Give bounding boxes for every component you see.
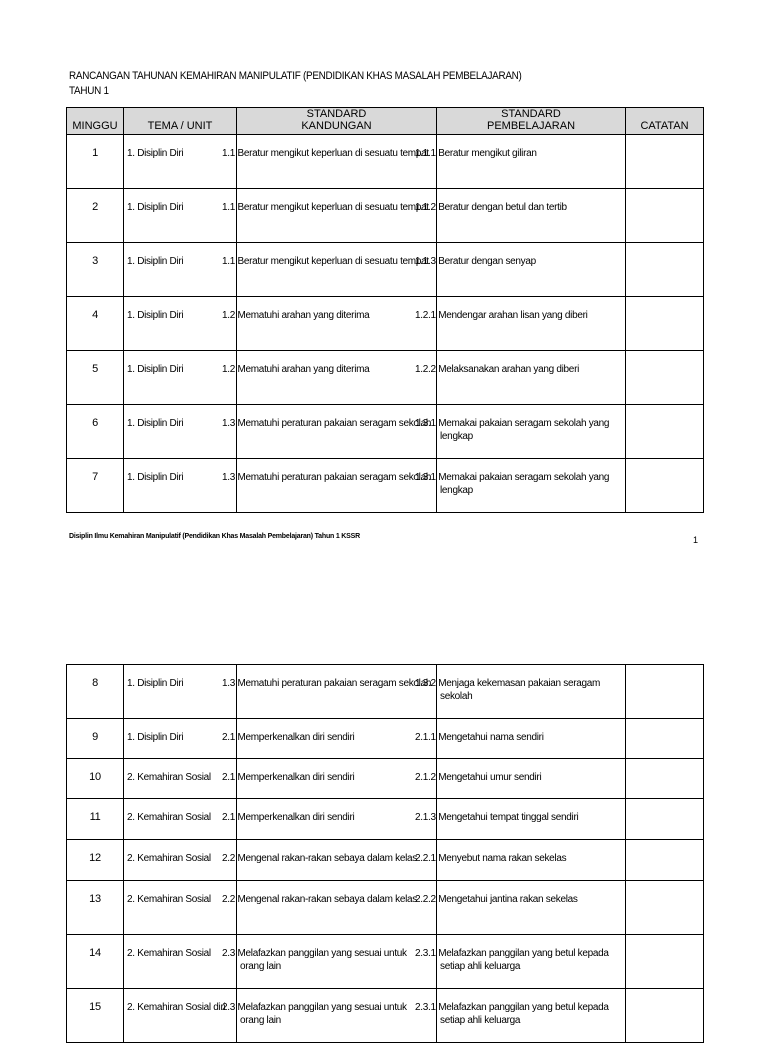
tema-cell-text: 1. Disiplin Diri xyxy=(127,148,184,159)
standard-kandungan-cell xyxy=(222,799,437,840)
standard-pembelajaran-cell-text: 1.1.1 Beratur mengikut giliran xyxy=(415,148,537,159)
standard-kandungan-cell xyxy=(222,989,437,1043)
standard-pembelajaran-cell xyxy=(415,351,626,405)
tema-cell xyxy=(124,459,237,513)
catatan-cell xyxy=(626,189,704,243)
table-header-row xyxy=(67,108,704,135)
plan-table-page-1 xyxy=(66,107,704,513)
standard-kandungan-cell-text: 2.1 Memperkenalkan diri sendiri xyxy=(222,732,355,743)
standard-kandungan-cell-text: 2.2 Mengenal rakan-rakan sebaya dalam kelas xyxy=(222,894,418,905)
week-cell-text: 3 xyxy=(92,255,98,267)
title-line-1: RANCANGAN TAHUNAN KEMAHIRAN MANIPULATIF (PENDIDIKAN KHAS MASALAH PEMBELAJARAN) xyxy=(69,70,522,82)
week-cell-text: 2 xyxy=(92,201,98,213)
standard-kandungan-cell xyxy=(222,297,437,351)
standard-kandungan-cell xyxy=(222,881,437,935)
standard-pembelajaran-cell-text: 2.2.2 Mengetahui jantina rakan sekelas xyxy=(415,894,578,905)
tema-cell xyxy=(124,759,237,799)
standard-pembelajaran-cell xyxy=(415,989,626,1043)
tema-cell xyxy=(124,189,237,243)
standard-pembelajaran-cell xyxy=(415,935,626,989)
title-line-2: TAHUN 1 xyxy=(69,85,109,97)
standard-kandungan-cell-text: 2.3 Melafazkan panggilan yang sesuai untuk orang lain xyxy=(222,948,407,972)
catatan-cell xyxy=(626,989,704,1043)
catatan-cell-text xyxy=(626,759,703,771)
catatan-cell-text xyxy=(626,840,703,852)
tema-cell-text: 1. Disiplin Diri xyxy=(127,202,184,213)
catatan-cell xyxy=(626,459,704,513)
table-row xyxy=(67,351,704,405)
catatan-cell-text xyxy=(626,459,703,471)
standard-kandungan-cell xyxy=(222,759,437,799)
standard-kandungan-cell xyxy=(222,135,437,189)
header-sk-line1: STANDARD xyxy=(306,108,367,120)
week-cell-text: 6 xyxy=(92,417,98,429)
standard-pembelajaran-cell-text: 1.1.3 Beratur dengan senyap xyxy=(415,256,536,267)
tema-cell xyxy=(124,799,237,840)
standard-pembelajaran-cell xyxy=(415,665,626,719)
week-cell xyxy=(67,759,124,799)
standard-pembelajaran-cell-text: 1.3.2 Menjaga kekemasan pakaian seragam sekolah xyxy=(415,678,601,702)
week-cell xyxy=(67,297,124,351)
catatan-cell-text xyxy=(626,351,703,363)
tema-cell xyxy=(124,243,237,297)
tema-cell xyxy=(124,935,237,989)
standard-pembelajaran-cell-text: 2.3.1 Melafazkan panggilan yang betul kepada setiap ahli keluarga xyxy=(415,948,609,972)
catatan-cell-text xyxy=(626,243,703,255)
header-sp-line1: STANDARD xyxy=(501,108,561,120)
tema-cell-text: 1. Disiplin Diri xyxy=(127,418,184,429)
standard-kandungan-cell xyxy=(222,405,437,459)
tema-cell xyxy=(124,135,237,189)
tema-cell-text: 2. Kemahiran Sosial diri xyxy=(127,1002,226,1013)
catatan-cell xyxy=(626,351,704,405)
catatan-cell xyxy=(626,665,704,719)
catatan-cell xyxy=(626,297,704,351)
standard-pembelajaran-cell xyxy=(415,297,626,351)
page-footer: Disiplin Ilmu Kemahiran Manipulatif (Pendidikan Khas Masalah Pembelajaran) Tahun 1 KSSR xyxy=(69,533,360,540)
week-cell xyxy=(67,935,124,989)
table-row xyxy=(67,405,704,459)
tema-cell-text: 1. Disiplin Diri xyxy=(127,310,184,321)
table-row xyxy=(67,840,704,881)
week-cell xyxy=(67,840,124,881)
catatan-cell xyxy=(626,135,704,189)
standard-kandungan-cell-text: 1.1 Beratur mengikut keperluan di sesuatu tempat xyxy=(222,202,429,213)
standard-kandungan-cell xyxy=(222,351,437,405)
week-cell-text: 8 xyxy=(92,677,98,689)
week-cell xyxy=(67,135,124,189)
tema-cell-text: 2. Kemahiran Sosial xyxy=(127,812,211,823)
tema-cell xyxy=(124,989,237,1043)
tema-cell xyxy=(124,297,237,351)
week-cell xyxy=(67,719,124,759)
standard-pembelajaran-cell xyxy=(415,719,626,759)
catatan-cell-text xyxy=(626,799,703,811)
standard-pembelajaran-cell-text: 1.3.1 Memakai pakaian seragam sekolah yang lengkap xyxy=(415,418,610,442)
week-cell xyxy=(67,189,124,243)
standard-pembelajaran-cell-text: 2.1.1 Mengetahui nama sendiri xyxy=(415,732,544,743)
standard-kandungan-cell-text: 1.2 Mematuhi arahan yang diterima xyxy=(222,364,370,375)
tema-cell-text: 1. Disiplin Diri xyxy=(127,678,184,689)
catatan-cell xyxy=(626,799,704,840)
week-cell xyxy=(67,459,124,513)
standard-kandungan-cell xyxy=(222,935,437,989)
standard-pembelajaran-cell-text: 2.1.3 Mengetahui tempat tinggal sendiri xyxy=(415,812,579,823)
header-catatan: CATATAN xyxy=(626,108,704,135)
table-row xyxy=(67,665,704,719)
standard-pembelajaran-cell-text: 1.2.1 Mendengar arahan lisan yang diberi xyxy=(415,310,588,321)
standard-pembelajaran-cell xyxy=(415,799,626,840)
table-row xyxy=(67,459,704,513)
standard-pembelajaran-cell-text: 1.3.1 Memakai pakaian seragam sekolah yang lengkap xyxy=(415,472,610,496)
header-standard-kandungan xyxy=(237,108,437,135)
tema-cell xyxy=(124,840,237,881)
standard-kandungan-cell xyxy=(222,459,437,513)
plan-table-page-2 xyxy=(66,664,704,1043)
standard-pembelajaran-cell xyxy=(415,840,626,881)
catatan-cell-text xyxy=(626,989,703,1001)
standard-kandungan-cell-text: 2.2 Mengenal rakan-rakan sebaya dalam kelas xyxy=(222,853,418,864)
week-cell-text: 4 xyxy=(92,309,98,321)
tema-cell xyxy=(124,351,237,405)
standard-pembelajaran-cell xyxy=(415,189,626,243)
standard-pembelajaran-cell xyxy=(415,881,626,935)
week-cell-text: 13 xyxy=(89,893,101,905)
standard-kandungan-cell-text: 1.3 Mematuhi peraturan pakaian seragam sekolah xyxy=(222,472,432,483)
catatan-cell xyxy=(626,881,704,935)
table-row xyxy=(67,719,704,759)
header-sp-line2: PEMBELAJARAN xyxy=(486,120,576,132)
tema-cell xyxy=(124,665,237,719)
header-tema: TEMA / UNIT xyxy=(124,108,237,135)
catatan-cell xyxy=(626,935,704,989)
header-minggu: MINGGU xyxy=(67,108,124,135)
standard-kandungan-cell-text: 2.1 Memperkenalkan diri sendiri xyxy=(222,812,355,823)
catatan-cell-text xyxy=(626,935,703,947)
page-number: 1 xyxy=(693,535,699,545)
week-cell xyxy=(67,405,124,459)
week-cell-text: 9 xyxy=(92,731,98,743)
tema-cell-text: 1. Disiplin Diri xyxy=(127,364,184,375)
catatan-cell-text xyxy=(626,135,703,147)
standard-pembelajaran-cell xyxy=(415,243,626,297)
tema-cell-text: 2. Kemahiran Sosial xyxy=(127,894,211,905)
standard-kandungan-cell-text: 2.1 Memperkenalkan diri sendiri xyxy=(222,772,355,783)
standard-kandungan-cell-text: 1.1 Beratur mengikut keperluan di sesuatu tempat xyxy=(222,148,429,159)
table-row xyxy=(67,881,704,935)
table-row xyxy=(67,935,704,989)
catatan-cell xyxy=(626,719,704,759)
standard-pembelajaran-cell xyxy=(415,135,626,189)
week-cell xyxy=(67,989,124,1043)
catatan-cell-text xyxy=(626,665,703,677)
tema-cell xyxy=(124,405,237,459)
tema-cell-text: 1. Disiplin Diri xyxy=(127,732,184,743)
standard-kandungan-cell-text: 2.3 Melafazkan panggilan yang sesuai untuk orang lain xyxy=(222,1002,407,1026)
standard-kandungan-cell-text: 1.3 Mematuhi peraturan pakaian seragam sekolah xyxy=(222,418,432,429)
standard-pembelajaran-cell-text: 1.2.2 Melaksanakan arahan yang diberi xyxy=(415,364,580,375)
week-cell xyxy=(67,351,124,405)
standard-kandungan-cell xyxy=(222,189,437,243)
tema-cell xyxy=(124,719,237,759)
table-row xyxy=(67,759,704,799)
tema-cell-text: 2. Kemahiran Sosial xyxy=(127,948,211,959)
week-cell-text: 15 xyxy=(89,1001,101,1013)
table-row xyxy=(67,135,704,189)
catatan-cell-text xyxy=(626,189,703,201)
table-row xyxy=(67,297,704,351)
week-cell-text: 5 xyxy=(92,363,98,375)
standard-kandungan-cell xyxy=(222,665,437,719)
week-cell-text: 10 xyxy=(89,771,101,783)
standard-pembelajaran-cell xyxy=(415,759,626,799)
catatan-cell xyxy=(626,405,704,459)
week-cell xyxy=(67,799,124,840)
standard-pembelajaran-cell xyxy=(415,459,626,513)
document-title xyxy=(69,69,522,99)
standard-pembelajaran-cell-text: 2.3.1 Melafazkan panggilan yang betul kepada setiap ahli keluarga xyxy=(415,1002,609,1026)
standard-pembelajaran-cell-text: 1.1.2 Beratur dengan betul dan tertib xyxy=(415,202,567,213)
catatan-cell xyxy=(626,840,704,881)
week-cell xyxy=(67,881,124,935)
standard-kandungan-cell-text: 1.3 Mematuhi peraturan pakaian seragam sekolah xyxy=(222,678,432,689)
tema-cell-text: 1. Disiplin Diri xyxy=(127,256,184,267)
week-cell xyxy=(67,665,124,719)
catatan-cell-text xyxy=(626,405,703,417)
week-cell xyxy=(67,243,124,297)
header-standard-pembelajaran xyxy=(437,108,626,135)
catatan-cell xyxy=(626,243,704,297)
standard-kandungan-cell xyxy=(222,840,437,881)
table-row xyxy=(67,189,704,243)
standard-pembelajaran-cell xyxy=(415,405,626,459)
standard-pembelajaran-cell-text: 2.2.1 Menyebut nama rakan sekelas xyxy=(415,853,567,864)
catatan-cell-text xyxy=(626,881,703,893)
week-cell-text: 11 xyxy=(89,811,101,823)
table-row xyxy=(67,799,704,840)
standard-kandungan-cell-text: 1.1 Beratur mengikut keperluan di sesuatu tempat xyxy=(222,256,429,267)
week-cell-text: 7 xyxy=(92,471,98,483)
week-cell-text: 14 xyxy=(89,947,101,959)
tema-cell-text: 1. Disiplin Diri xyxy=(127,472,184,483)
catatan-cell-text xyxy=(626,719,703,731)
tema-cell xyxy=(124,881,237,935)
week-cell-text: 1 xyxy=(92,147,98,159)
week-cell-text: 12 xyxy=(89,852,101,864)
catatan-cell xyxy=(626,759,704,799)
tema-cell-text: 2. Kemahiran Sosial xyxy=(127,772,211,783)
standard-kandungan-cell xyxy=(222,243,437,297)
table-row xyxy=(67,243,704,297)
standard-pembelajaran-cell-text: 2.1.2 Mengetahui umur sendiri xyxy=(415,772,542,783)
standard-kandungan-cell xyxy=(222,719,437,759)
header-sk-line2: KANDUNGAN xyxy=(301,120,372,132)
tema-cell-text: 2. Kemahiran Sosial xyxy=(127,853,211,864)
standard-kandungan-cell-text: 1.2 Mematuhi arahan yang diterima xyxy=(222,310,370,321)
table-row xyxy=(67,989,704,1043)
catatan-cell-text xyxy=(626,297,703,309)
